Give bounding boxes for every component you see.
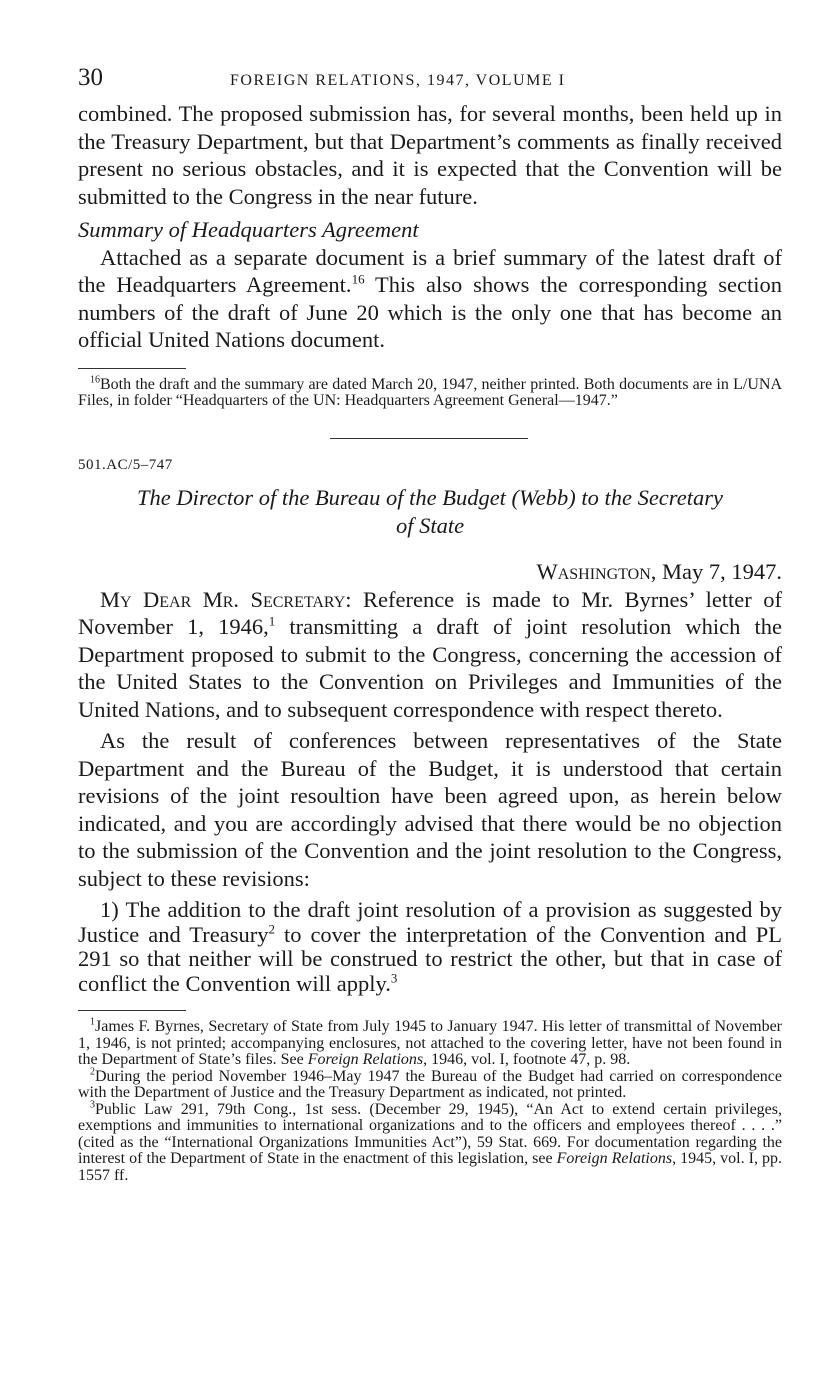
footnote-ref-16[interactable]: 16	[351, 271, 365, 287]
footnote-1	[78, 1016, 782, 1069]
document-title-line1: The Director of the Bureau of the Budget (Webb) to the Secretary	[137, 484, 723, 510]
footnote-marker: 16	[90, 374, 100, 386]
summary-paragraph	[78, 244, 782, 354]
footnote-ref-1[interactable]: 1	[268, 613, 276, 629]
summary-text-a: Attached as a separate document is a brief summary of the latest draft of the Headquarters Agreement.	[78, 244, 782, 297]
file-number: 501.AC/5–747	[78, 456, 173, 473]
revision-item-1	[78, 898, 782, 996]
section-heading: Summary of Headquarters Agreement	[78, 217, 419, 242]
footnote-marker: 3	[90, 1099, 95, 1111]
dateline-date: , May 7, 1947.	[650, 558, 782, 584]
footnote-ref-3[interactable]: 3	[390, 970, 398, 985]
footnote-italic-title: Foreign Relations	[556, 1150, 673, 1167]
letter-paragraph-1	[78, 586, 782, 724]
document-title	[78, 484, 782, 540]
footnote-text: James F. Byrnes, Secretary of State from July 1945 to January 1947. His letter of transmittal of November 1, 1946, is not printed; accompanying enclosures, not attached to the covering letter, have not been found in the Department of State’s files. See	[78, 1018, 782, 1068]
page-number: 30	[78, 64, 103, 91]
dateline	[78, 558, 782, 586]
running-title: FOREIGN RELATIONS, 1947, VOLUME I	[230, 72, 566, 89]
footnote-3	[78, 1099, 783, 1185]
summary-text-b: This also shows the corresponding section numbers of the draft of June 20 which is the only one that has become an official United Nations document.	[78, 272, 782, 352]
footnote-text: Both the draft and the summary are dated March 20, 1947, neither printed. Both documents are in L/UNA Files, in folder “Headquarters of the UN: Headquarters Agreement General—1947.”	[78, 375, 782, 409]
footnote-italic-title: Foreign Relations	[307, 1051, 424, 1068]
footnote-rule-2	[78, 1010, 186, 1011]
letter-para1-a: : Reference is made to Mr. Byrnes’ letter of November 1, 1946,	[78, 586, 782, 639]
footnote-text: Public Law 291, 79th Cong., 1st sess. (December 29, 1945), “An Act to extend certain privileges, exemptions and immunities to international organizations and to the officers and employees thereof . . . .” (cited as the “International Organizations Immunities Act”), 59 Stat. 669. For documentation regarding the interest of the Department of State in the enactment of this legislation, see	[78, 1100, 782, 1167]
dateline-place: Washington	[536, 558, 651, 584]
continuation-paragraph: combined. The proposed submission has, for several months, been held up in the Treasury Department, but that Department’s comments as finally received present no serious obstacles, and it is expected that the Convention will be submitted to the Congress in the near future.	[78, 101, 782, 209]
footnote-ref-2[interactable]: 2	[268, 921, 275, 936]
footnote-text-end: , 1946, vol. I, footnote 47, p. 98.	[423, 1051, 631, 1068]
salutation: My Dear Mr. Secretary	[100, 586, 346, 612]
footnote-text: During the period November 1946–May 1947 the Bureau of the Budget had carried on correspondence with the Department of Justice and the Treasury Department as indicated, not printed.	[78, 1067, 782, 1101]
footnote-2	[78, 1066, 782, 1102]
footnote-rule	[78, 368, 186, 369]
running-head	[78, 62, 782, 100]
section-separator	[330, 438, 528, 439]
footnote-text-end: , 1945, vol. I, pp. 1557 ff.	[78, 1150, 783, 1184]
letter-paragraph-2: As the result of conferences between representatives of the State Department and the Bureau of the Budget, it is understood that certain revisions of the joint resoultion have been agreed upon, as herein below indicated, and you are accordingly advised that there would be no objection to the submission of the Convention and the joint resolution to the Congress, subject to these revisions:	[78, 728, 782, 891]
document-title-line2: of State	[395, 512, 465, 538]
footnote-marker: 1	[90, 1016, 95, 1028]
footnote-16	[78, 374, 782, 410]
revision-item-1-b: to cover the interpretation of the Convention and PL 291 so that neither will be construed to restrict the other, but that in case of conflict the Convention will apply.	[78, 921, 782, 996]
letter-para1-b: transmitting a draft of joint resolution which the Department proposed to submit to the Congress, concerning the accession of the United States to the Convention on Privileges and Immunities of the United Nations, and to subsequent correspondence with respect thereto.	[78, 614, 782, 722]
footnote-marker: 2	[90, 1066, 95, 1078]
revision-item-1-a: 1) The addition to the draft joint resolution of a provision as suggested by Justice and Treasury	[78, 897, 782, 947]
